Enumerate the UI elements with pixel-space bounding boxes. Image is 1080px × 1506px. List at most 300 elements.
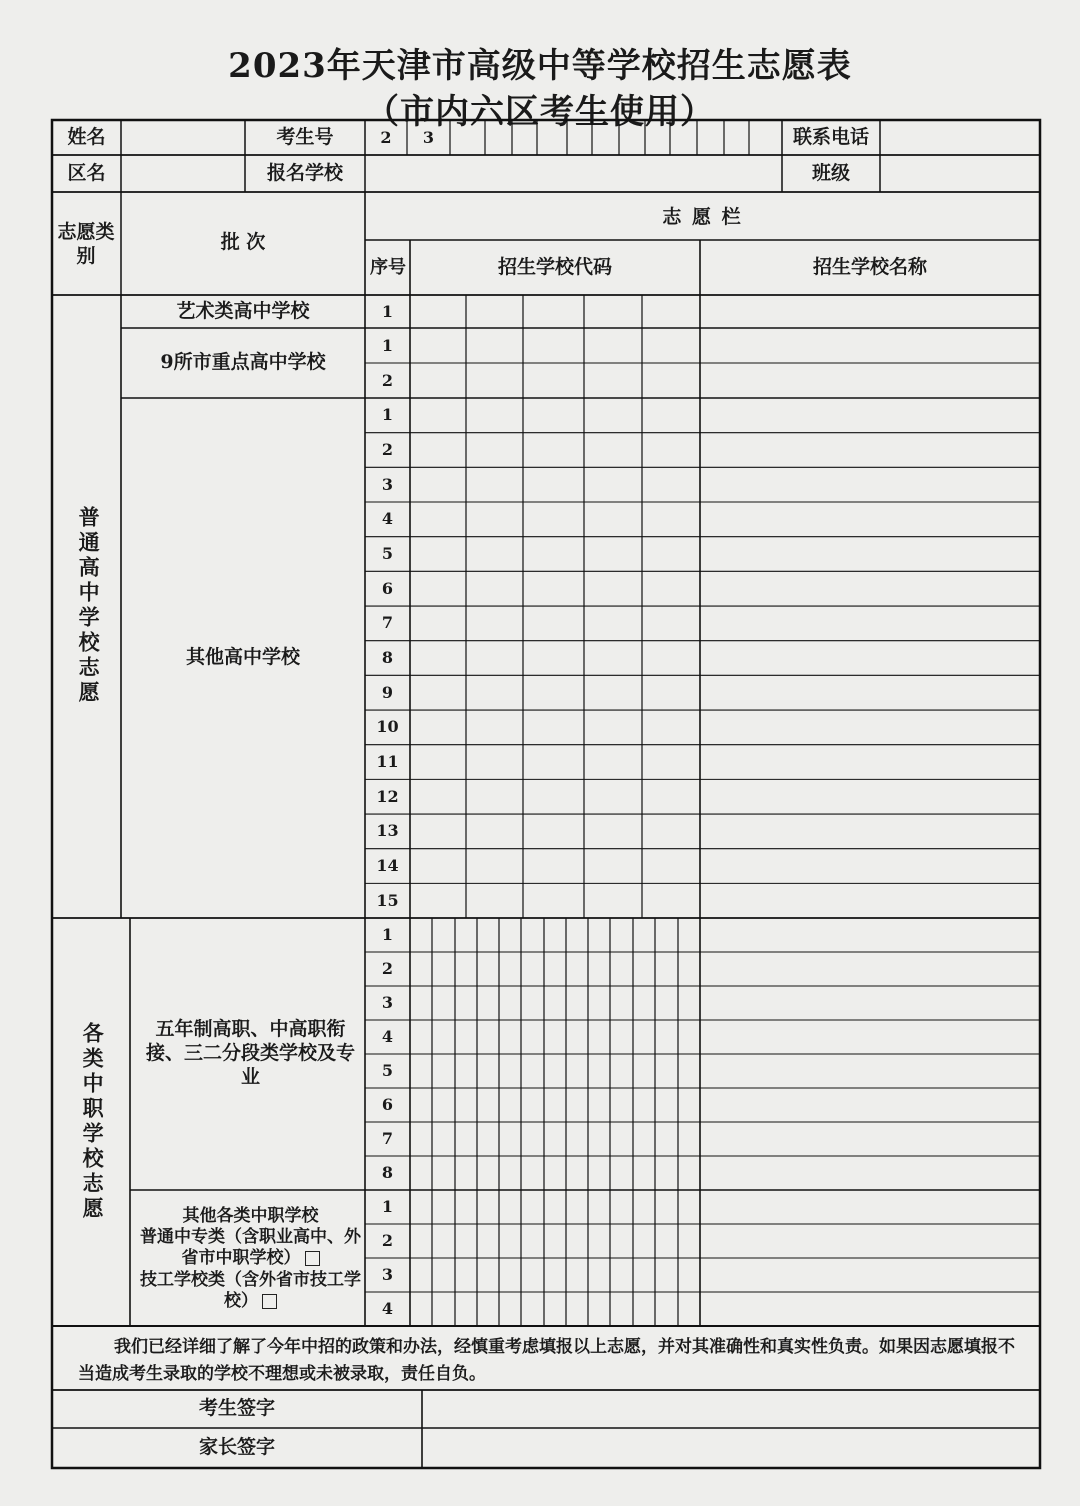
school-code-digit-input[interactable] [656, 1293, 677, 1325]
school-code-digit-input[interactable] [522, 1157, 543, 1189]
school-code-digit-input[interactable] [524, 503, 583, 536]
school-code-digit-input[interactable] [611, 1225, 632, 1257]
school-code-digit-input[interactable] [643, 815, 699, 848]
school-code-digit-input[interactable] [478, 1157, 498, 1189]
school-code-digit-input[interactable] [467, 746, 522, 779]
school-code-digit-input[interactable] [545, 1055, 565, 1087]
school-code-digit-input[interactable] [545, 953, 565, 985]
school-code-digit-input[interactable] [456, 1089, 476, 1121]
school-code-digit-input[interactable] [589, 1191, 609, 1223]
school-code-digit-input[interactable] [656, 1259, 677, 1291]
school-code-digit-input[interactable] [411, 329, 465, 362]
school-code-digit-input[interactable] [467, 329, 522, 362]
school-code-digit-input[interactable] [456, 1123, 476, 1155]
school-code-digit-input[interactable] [545, 919, 565, 951]
school-code-digit-input[interactable] [456, 987, 476, 1019]
school-code-digit-input[interactable] [585, 884, 641, 917]
form-title: 2023年天津市高级中等学校招生志愿表 [228, 46, 852, 86]
school-code-digit-input[interactable] [634, 1259, 654, 1291]
name-input[interactable] [121, 121, 245, 155]
parent-signature-label: 家长签字 [198, 1436, 275, 1459]
school-code-digit-input[interactable] [478, 1225, 498, 1257]
school-code-digit-input[interactable] [679, 987, 699, 1019]
school-code-digit-input[interactable] [545, 1293, 565, 1325]
school-code-digit-input[interactable] [611, 1021, 632, 1053]
school-code-digit-input[interactable] [679, 1225, 699, 1257]
school-code-digit-input[interactable] [567, 1225, 587, 1257]
school-code-digit-input[interactable] [643, 607, 699, 640]
school-code-digit-input[interactable] [411, 364, 465, 397]
school-code-digit-input[interactable] [522, 987, 543, 1019]
school-code-digit-input[interactable] [656, 919, 677, 951]
school-code-digit-input[interactable] [478, 1293, 498, 1325]
school-code-digit-input[interactable] [433, 919, 454, 951]
school-code-digit-input[interactable] [411, 1021, 431, 1053]
school-code-digit-input[interactable] [478, 1191, 498, 1223]
school-code-digit-input[interactable] [467, 364, 522, 397]
school-code-digit-input[interactable] [433, 953, 454, 985]
school-code-digit-input[interactable] [456, 1191, 476, 1223]
school-code-digit-input[interactable] [524, 850, 583, 883]
school-name-input[interactable] [701, 364, 1038, 397]
school-name-input[interactable] [701, 503, 1038, 536]
school-name-input[interactable] [701, 1055, 1038, 1087]
school-code-digit-input[interactable] [656, 1225, 677, 1257]
school-code-digit-input[interactable] [433, 1123, 454, 1155]
school-code-digit-input[interactable] [456, 1259, 476, 1291]
school-code-digit-input[interactable] [524, 746, 583, 779]
school-code-digit-input[interactable] [456, 1225, 476, 1257]
school-code-digit-input[interactable] [411, 746, 465, 779]
school-name-input[interactable] [701, 1293, 1038, 1325]
school-code-digit-input[interactable] [524, 296, 583, 327]
phone-input[interactable] [880, 121, 1038, 155]
school-code-digit-input[interactable] [524, 884, 583, 917]
school-code-digit-input[interactable] [589, 987, 609, 1019]
school-code-digit-input[interactable] [433, 1225, 454, 1257]
school-code-digit-input[interactable] [411, 538, 465, 571]
school-code-digit-input[interactable] [467, 642, 522, 675]
school-code-digit-input[interactable] [585, 642, 641, 675]
school-code-digit-input[interactable] [500, 1157, 520, 1189]
class-input[interactable] [880, 156, 1038, 192]
school-code-digit-input[interactable] [433, 1089, 454, 1121]
school-code-digit-input[interactable] [456, 1055, 476, 1087]
school-code-digit-input[interactable] [679, 1089, 699, 1121]
school-code-digit-input[interactable] [500, 1225, 520, 1257]
school-code-digit-input[interactable] [456, 953, 476, 985]
school-code-digit-input[interactable] [679, 1157, 699, 1189]
school-code-digit-input[interactable] [567, 1089, 587, 1121]
school-name-input[interactable] [701, 607, 1038, 640]
school-code-digit-input[interactable] [522, 1123, 543, 1155]
school-code-digit-input[interactable] [656, 953, 677, 985]
school-name-input[interactable] [701, 1089, 1038, 1121]
school-name-input[interactable] [701, 850, 1038, 883]
school-code-digit-input[interactable] [524, 572, 583, 605]
school-code-digit-input[interactable] [411, 780, 465, 813]
school-code-digit-input[interactable] [411, 676, 465, 709]
school-code-digit-input[interactable] [524, 468, 583, 501]
school-code-digit-input[interactable] [679, 919, 699, 951]
school-code-digit-input[interactable] [643, 711, 699, 744]
school-code-digit-input[interactable] [611, 987, 632, 1019]
school-code-digit-input[interactable] [643, 434, 699, 467]
school-name-input[interactable] [701, 399, 1038, 432]
school-code-digit-input[interactable] [585, 711, 641, 744]
school-code-digit-input[interactable] [567, 1123, 587, 1155]
school-name-input[interactable] [701, 987, 1038, 1019]
school-code-digit-input[interactable] [634, 987, 654, 1019]
school-code-digit-input[interactable] [585, 815, 641, 848]
school-code-digit-input[interactable] [585, 434, 641, 467]
school-code-digit-input[interactable] [643, 746, 699, 779]
school-code-digit-input[interactable] [524, 538, 583, 571]
school-name-input[interactable] [701, 1123, 1038, 1155]
school-code-digit-input[interactable] [467, 538, 522, 571]
school-code-digit-input[interactable] [524, 364, 583, 397]
school-code-digit-input[interactable] [634, 1191, 654, 1223]
school-code-digit-input[interactable] [643, 850, 699, 883]
school-code-digit-input[interactable] [411, 815, 465, 848]
volunteer-bar-header: 志 愿 栏 [662, 206, 743, 229]
school-code-digit-input[interactable] [411, 607, 465, 640]
school-code-digit-input[interactable] [643, 538, 699, 571]
school-code-digit-input[interactable] [585, 296, 641, 327]
school-code-digit-input[interactable] [634, 1225, 654, 1257]
school-code-digit-input[interactable] [411, 468, 465, 501]
school-code-digit-input[interactable] [656, 1157, 677, 1189]
school-code-digit-input[interactable] [545, 1123, 565, 1155]
school-code-digit-input[interactable] [411, 572, 465, 605]
school-code-digit-input[interactable] [522, 953, 543, 985]
school-code-digit-input[interactable] [522, 1021, 543, 1053]
school-code-digit-input[interactable] [500, 1259, 520, 1291]
school-code-digit-input[interactable] [643, 364, 699, 397]
school-code-digit-input[interactable] [411, 399, 465, 432]
school-code-digit-input[interactable] [589, 1021, 609, 1053]
school-code-digit-input[interactable] [524, 676, 583, 709]
school-code-digit-input[interactable] [433, 1293, 454, 1325]
school-code-digit-input[interactable] [585, 676, 641, 709]
school-code-digit-input[interactable] [611, 1293, 632, 1325]
school-code-digit-input[interactable] [500, 919, 520, 951]
school-code-digit-input[interactable] [522, 1259, 543, 1291]
school-code-digit-input[interactable] [589, 919, 609, 951]
school-code-digit-input[interactable] [545, 1191, 565, 1223]
school-code-digit-input[interactable] [411, 711, 465, 744]
general-high-category: 普通高中学校志愿 [76, 506, 102, 706]
school-code-digit-input[interactable] [679, 1259, 699, 1291]
school-code-digit-input[interactable] [545, 1157, 565, 1189]
school-code-digit-input[interactable] [411, 434, 465, 467]
school-code-digit-input[interactable] [567, 987, 587, 1019]
parent-signature-field[interactable] [422, 1429, 1038, 1467]
school-code-digit-input[interactable] [411, 953, 431, 985]
school-code-digit-input[interactable] [611, 1055, 632, 1087]
school-code-digit-input[interactable] [589, 1157, 609, 1189]
school-code-digit-input[interactable] [589, 1293, 609, 1325]
school-name-input[interactable] [701, 1225, 1038, 1257]
school-name-input[interactable] [701, 953, 1038, 985]
school-code-digit-input[interactable] [522, 1225, 543, 1257]
school-code-digit-input[interactable] [679, 1191, 699, 1223]
school-code-digit-input[interactable] [545, 987, 565, 1019]
school-code-digit-input[interactable] [585, 572, 641, 605]
school-code-digit-input[interactable] [643, 399, 699, 432]
school-code-digit-input[interactable] [500, 1089, 520, 1121]
school-code-digit-input[interactable] [567, 1259, 587, 1291]
school-code-digit-input[interactable] [524, 815, 583, 848]
school-code-digit-input[interactable] [467, 607, 522, 640]
checkbox[interactable] [305, 1251, 320, 1266]
school-name-input[interactable] [701, 815, 1038, 848]
school-code-digit-input[interactable] [634, 953, 654, 985]
school-code-digit-input[interactable] [478, 1021, 498, 1053]
school-code-digit-input[interactable] [411, 1259, 431, 1291]
school-code-digit-input[interactable] [522, 1191, 543, 1223]
school-name-input[interactable] [701, 1259, 1038, 1291]
school-code-digit-input[interactable] [524, 329, 583, 362]
school-code-digit-input[interactable] [478, 1089, 498, 1121]
school-code-digit-input[interactable] [522, 1089, 543, 1121]
school-code-digit-input[interactable] [433, 1055, 454, 1087]
school-code-digit-input[interactable] [643, 468, 699, 501]
school-code-digit-input[interactable] [585, 329, 641, 362]
school-code-digit-input[interactable] [679, 1021, 699, 1053]
school-code-digit-input[interactable] [522, 1055, 543, 1087]
school-code-digit-input[interactable] [589, 1225, 609, 1257]
school-code-digit-input[interactable] [411, 503, 465, 536]
school-code-digit-input[interactable] [567, 1191, 587, 1223]
school-code-digit-input[interactable] [467, 815, 522, 848]
school-code-digit-input[interactable] [656, 1089, 677, 1121]
school-code-digit-input[interactable] [478, 1259, 498, 1291]
school-code-digit-input[interactable] [545, 1225, 565, 1257]
school-name-input[interactable] [701, 919, 1038, 951]
school-code-digit-input[interactable] [634, 1293, 654, 1325]
school-code-digit-input[interactable] [500, 1021, 520, 1053]
school-name-input[interactable] [701, 711, 1038, 744]
school-code-digit-input[interactable] [524, 642, 583, 675]
school-name-input[interactable] [701, 434, 1038, 467]
school-code-digit-input[interactable] [433, 987, 454, 1019]
school-code-digit-input[interactable] [411, 987, 431, 1019]
row-seq-number: 8 [381, 1163, 394, 1182]
school-code-digit-input[interactable] [585, 364, 641, 397]
school-code-digit-input[interactable] [611, 1157, 632, 1189]
school-code-digit-input[interactable] [611, 1123, 632, 1155]
school-code-digit-input[interactable] [467, 399, 522, 432]
school-code-digit-input[interactable] [656, 1021, 677, 1053]
school-code-digit-input[interactable] [500, 953, 520, 985]
school-code-digit-input[interactable] [456, 1157, 476, 1189]
school-code-digit-input[interactable] [411, 1123, 431, 1155]
school-code-digit-input[interactable] [611, 1089, 632, 1121]
school-code-digit-input[interactable] [411, 1293, 431, 1325]
school-code-digit-input[interactable] [643, 884, 699, 917]
school-code-digit-input[interactable] [478, 1123, 498, 1155]
row-seq-number: 10 [376, 717, 399, 737]
school-code-digit-input[interactable] [656, 987, 677, 1019]
school-code-digit-input[interactable] [524, 711, 583, 744]
school-code-digit-input[interactable] [411, 850, 465, 883]
school-name-input[interactable] [701, 1191, 1038, 1223]
row-seq-number: 1 [381, 335, 394, 355]
school-code-digit-input[interactable] [611, 1259, 632, 1291]
school-code-digit-input[interactable] [585, 780, 641, 813]
school-code-digit-input[interactable] [524, 399, 583, 432]
school-code-digit-input[interactable] [411, 1089, 431, 1121]
school-code-digit-input[interactable] [467, 572, 522, 605]
school-code-digit-input[interactable] [500, 987, 520, 1019]
school-code-digit-input[interactable] [478, 987, 498, 1019]
school-code-digit-input[interactable] [411, 1191, 431, 1223]
school-name-input[interactable] [701, 572, 1038, 605]
school-code-digit-input[interactable] [585, 468, 641, 501]
school-code-digit-input[interactable] [411, 296, 465, 327]
school-code-digit-input[interactable] [679, 953, 699, 985]
school-code-digit-input[interactable] [456, 1293, 476, 1325]
school-code-digit-input[interactable] [585, 746, 641, 779]
row-seq-number: 4 [381, 1299, 394, 1318]
school-code-digit-input[interactable] [411, 1225, 431, 1257]
school-code-digit-input[interactable] [467, 780, 522, 813]
school-code-digit-input[interactable] [467, 884, 522, 917]
school-code-digit-input[interactable] [522, 1293, 543, 1325]
school-code-digit-input[interactable] [643, 642, 699, 675]
other-voc-option-1[interactable] [136, 1227, 365, 1270]
school-code-digit-input[interactable] [679, 1055, 699, 1087]
school-code-digit-input[interactable] [500, 1055, 520, 1087]
vocational-category: 各类中职学校志愿 [80, 1022, 106, 1222]
school-code-digit-input[interactable] [545, 1089, 565, 1121]
school-code-digit-input[interactable] [643, 296, 699, 327]
school-code-digit-input[interactable] [478, 1055, 498, 1087]
school-code-digit-input[interactable] [500, 1191, 520, 1223]
school-code-digit-input[interactable] [411, 1055, 431, 1087]
school-code-digit-input[interactable] [589, 1259, 609, 1291]
school-code-digit-input[interactable] [456, 919, 476, 951]
school-code-digit-input[interactable] [433, 1157, 454, 1189]
school-code-digit-input[interactable] [478, 919, 498, 951]
code-header: 招生学校代码 [497, 255, 612, 278]
school-code-digit-input[interactable] [611, 1191, 632, 1223]
school-code-digit-input[interactable] [585, 607, 641, 640]
school-code-digit-input[interactable] [611, 953, 632, 985]
school-code-digit-input[interactable] [585, 399, 641, 432]
school-code-digit-input[interactable] [611, 919, 632, 951]
school-name-input[interactable] [701, 642, 1038, 675]
school-code-digit-input[interactable] [679, 1123, 699, 1155]
school-code-digit-input[interactable] [433, 1259, 454, 1291]
school-code-digit-input[interactable] [545, 1021, 565, 1053]
school-code-digit-input[interactable] [467, 676, 522, 709]
school-code-digit-input[interactable] [634, 1157, 654, 1189]
school-code-digit-input[interactable] [467, 850, 522, 883]
school-code-digit-input[interactable] [524, 434, 583, 467]
school-name-input[interactable] [701, 538, 1038, 571]
school-code-digit-input[interactable] [500, 1293, 520, 1325]
school-code-digit-input[interactable] [567, 919, 587, 951]
school-name-input[interactable] [701, 1157, 1038, 1189]
school-code-digit-input[interactable] [478, 953, 498, 985]
school-code-digit-input[interactable] [589, 1055, 609, 1087]
school-code-digit-input[interactable] [585, 850, 641, 883]
school-code-digit-input[interactable] [567, 1021, 587, 1053]
school-name-input[interactable] [701, 296, 1038, 327]
school-code-digit-input[interactable] [467, 434, 522, 467]
school-code-digit-input[interactable] [467, 711, 522, 744]
school-code-digit-input[interactable] [545, 1259, 565, 1291]
school-code-digit-input[interactable] [643, 329, 699, 362]
school-code-digit-input[interactable] [524, 780, 583, 813]
school-code-digit-input[interactable] [634, 1123, 654, 1155]
school-code-digit-input[interactable] [411, 884, 465, 917]
school-code-digit-input[interactable] [467, 468, 522, 501]
student-signature-field[interactable] [422, 1391, 1038, 1427]
checkbox[interactable] [262, 1294, 277, 1309]
school-code-digit-input[interactable] [634, 1055, 654, 1087]
other-voc-option-2[interactable] [136, 1270, 365, 1313]
school-name-input[interactable] [701, 676, 1038, 709]
school-code-digit-input[interactable] [467, 503, 522, 536]
school-code-digit-input[interactable] [522, 919, 543, 951]
school-code-digit-input[interactable] [634, 919, 654, 951]
school-code-digit-input[interactable] [411, 919, 431, 951]
school-code-digit-input[interactable] [643, 503, 699, 536]
school-code-digit-input[interactable] [656, 1123, 677, 1155]
school-name-input[interactable] [701, 1021, 1038, 1053]
school-code-digit-input[interactable] [467, 296, 522, 327]
school-code-digit-input[interactable] [411, 1157, 431, 1189]
school-code-digit-input[interactable] [433, 1191, 454, 1223]
school-code-digit-input[interactable] [634, 1021, 654, 1053]
row-seq-number: 12 [376, 786, 399, 806]
school-code-digit-input[interactable] [433, 1021, 454, 1053]
school-code-digit-input[interactable] [589, 1089, 609, 1121]
school-name-input[interactable] [701, 468, 1038, 501]
school-code-digit-input[interactable] [585, 538, 641, 571]
district-input[interactable] [121, 156, 245, 192]
school-name-header: 招生学校名称 [812, 255, 927, 278]
school-code-digit-input[interactable] [679, 1293, 699, 1325]
school-code-digit-input[interactable] [643, 780, 699, 813]
school-code-digit-input[interactable] [411, 642, 465, 675]
school-code-digit-input[interactable] [567, 1157, 587, 1189]
school-code-digit-input[interactable] [567, 1293, 587, 1325]
school-code-digit-input[interactable] [656, 1055, 677, 1087]
school-code-digit-input[interactable] [524, 607, 583, 640]
school-name-input[interactable] [701, 780, 1038, 813]
exam-no-input[interactable] [450, 121, 749, 155]
school-code-digit-input[interactable] [589, 1123, 609, 1155]
school-name-input[interactable] [701, 746, 1038, 779]
school-code-digit-input[interactable] [585, 503, 641, 536]
school-code-digit-input[interactable] [567, 953, 587, 985]
school-code-digit-input[interactable] [643, 676, 699, 709]
school-code-digit-input[interactable] [456, 1021, 476, 1053]
school-code-digit-input[interactable] [500, 1123, 520, 1155]
school-name-input[interactable] [701, 329, 1038, 362]
school-code-digit-input[interactable] [643, 572, 699, 605]
school-name-input[interactable] [701, 884, 1038, 917]
school-code-digit-input[interactable] [656, 1191, 677, 1223]
school-input[interactable] [365, 156, 782, 192]
school-code-digit-input[interactable] [567, 1055, 587, 1087]
school-code-digit-input[interactable] [589, 953, 609, 985]
school-code-digit-input[interactable] [634, 1089, 654, 1121]
